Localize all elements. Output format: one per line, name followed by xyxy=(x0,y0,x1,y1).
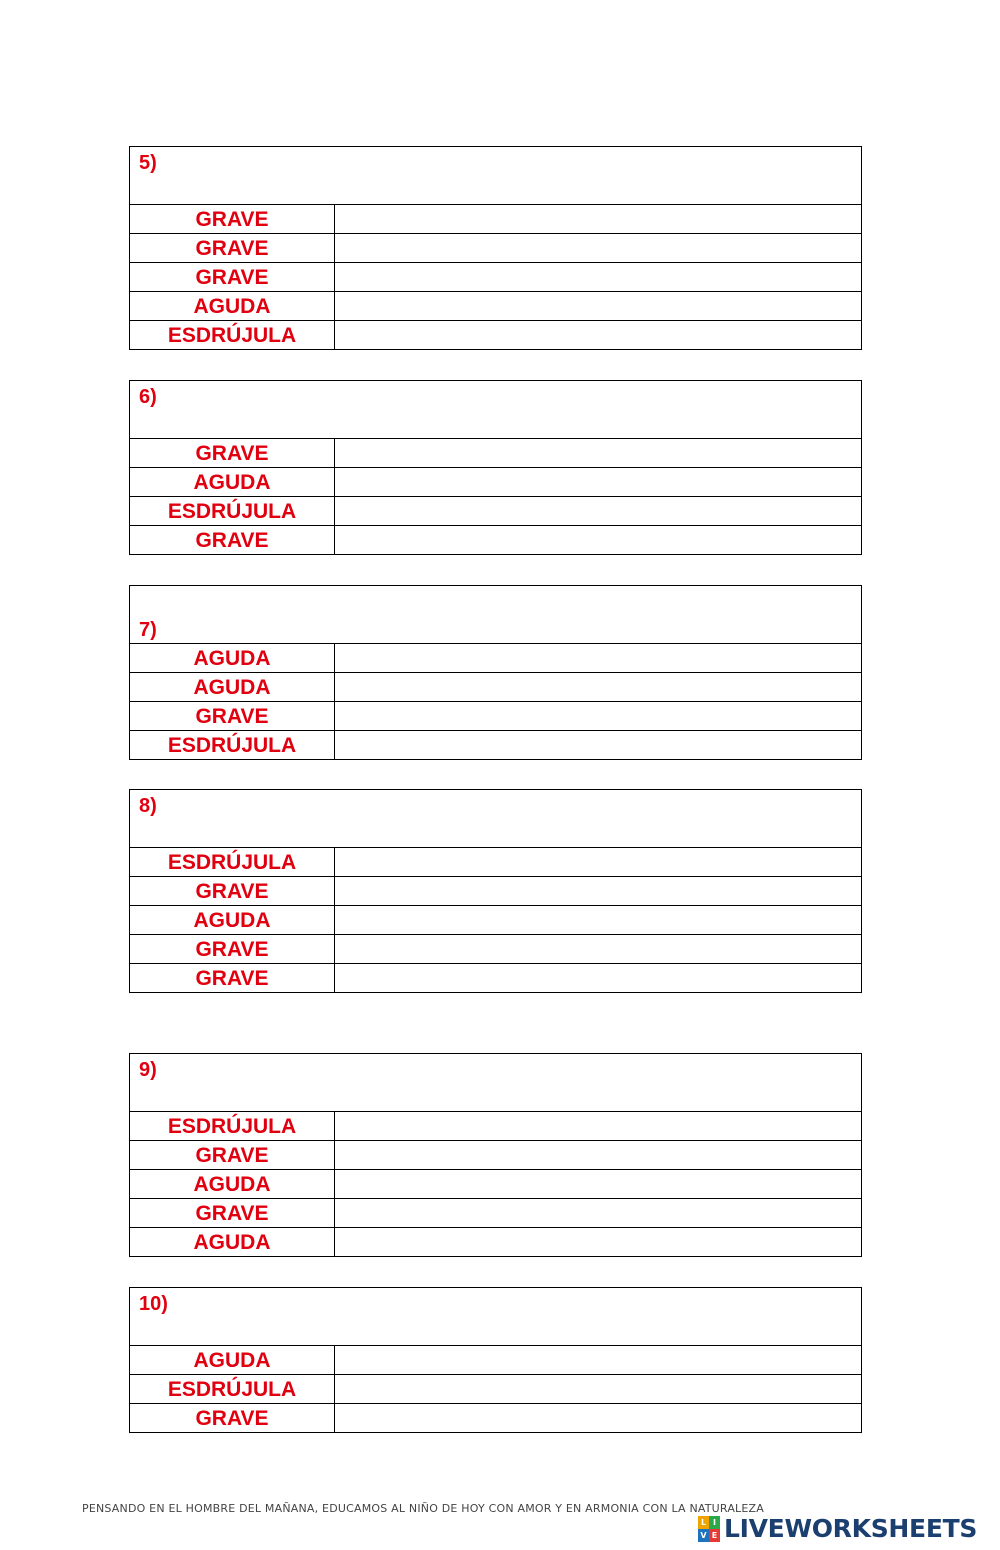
exercise-number: 10) xyxy=(139,1293,168,1315)
stress-category-label: AGUDA xyxy=(130,292,335,320)
exercise-number: 7) xyxy=(139,619,157,641)
exercise-header xyxy=(130,381,861,439)
answer-cell[interactable] xyxy=(335,906,861,934)
stress-category-label: GRAVE xyxy=(130,1141,335,1169)
table-row xyxy=(130,292,861,321)
answer-cell[interactable] xyxy=(335,439,861,467)
stress-category-label: GRAVE xyxy=(130,964,335,992)
stress-category-label: GRAVE xyxy=(130,234,335,262)
answer-cell[interactable] xyxy=(335,292,861,320)
answer-cell[interactable] xyxy=(335,234,861,262)
stress-category-label: AGUDA xyxy=(130,1228,335,1256)
logo-letter-v: V xyxy=(698,1529,709,1542)
table-row xyxy=(130,1404,861,1433)
exercise-number: 6) xyxy=(139,386,157,408)
table-row xyxy=(130,439,861,468)
table-row xyxy=(130,1375,861,1404)
exercise-box xyxy=(129,146,862,350)
stress-category-label: ESDRÚJULA xyxy=(130,497,335,525)
answer-cell[interactable] xyxy=(335,1170,861,1198)
answer-cell[interactable] xyxy=(335,935,861,963)
table-row xyxy=(130,1112,861,1141)
stress-category-label: ESDRÚJULA xyxy=(130,1375,335,1403)
table-row xyxy=(130,1141,861,1170)
stress-category-label: ESDRÚJULA xyxy=(130,1112,335,1140)
stress-category-label: GRAVE xyxy=(130,1199,335,1227)
table-row xyxy=(130,731,861,760)
table-row xyxy=(130,848,861,877)
table-row xyxy=(130,877,861,906)
stress-category-label: GRAVE xyxy=(130,935,335,963)
table-row xyxy=(130,1199,861,1228)
answer-cell[interactable] xyxy=(335,877,861,905)
exercise-box xyxy=(129,585,862,760)
exercise-number: 8) xyxy=(139,795,157,817)
logo-letter-l: L xyxy=(698,1516,709,1529)
answer-cell[interactable] xyxy=(335,321,861,349)
exercise-header xyxy=(130,586,861,644)
stress-category-label: AGUDA xyxy=(130,1346,335,1374)
stress-category-label: GRAVE xyxy=(130,263,335,291)
answer-cell[interactable] xyxy=(335,1346,861,1374)
footer-motto: PENSANDO EN EL HOMBRE DEL MAÑANA, EDUCAMOS AL NIÑO DE HOY CON AMOR Y EN ARMONIA CON LA NATURALEZA xyxy=(82,1502,764,1515)
table-row xyxy=(130,205,861,234)
table-row xyxy=(130,964,861,993)
table-row xyxy=(130,497,861,526)
logo-letter-e: E xyxy=(709,1529,720,1542)
answer-cell[interactable] xyxy=(335,673,861,701)
answer-cell[interactable] xyxy=(335,1404,861,1432)
exercise-box xyxy=(129,1287,862,1433)
table-row xyxy=(130,263,861,292)
answer-cell[interactable] xyxy=(335,702,861,730)
stress-category-label: AGUDA xyxy=(130,906,335,934)
exercise-header xyxy=(130,790,861,848)
stress-category-label: AGUDA xyxy=(130,468,335,496)
stress-category-label: GRAVE xyxy=(130,877,335,905)
table-row xyxy=(130,702,861,731)
liveworksheets-logo-icon xyxy=(698,1516,720,1542)
exercise-number: 5) xyxy=(139,152,157,174)
answer-cell[interactable] xyxy=(335,644,861,672)
answer-cell[interactable] xyxy=(335,263,861,291)
stress-category-label: AGUDA xyxy=(130,1170,335,1198)
stress-category-label: GRAVE xyxy=(130,1404,335,1432)
table-row xyxy=(130,1228,861,1257)
answer-cell[interactable] xyxy=(335,1141,861,1169)
stress-category-label: ESDRÚJULA xyxy=(130,848,335,876)
stress-category-label: ESDRÚJULA xyxy=(130,731,335,759)
answer-cell[interactable] xyxy=(335,964,861,992)
answer-cell[interactable] xyxy=(335,1228,861,1256)
stress-category-label: GRAVE xyxy=(130,526,335,554)
exercise-box xyxy=(129,1053,862,1257)
answer-cell[interactable] xyxy=(335,1199,861,1227)
table-row xyxy=(130,321,861,350)
exercise-box xyxy=(129,380,862,555)
exercise-header xyxy=(130,147,861,205)
answer-cell[interactable] xyxy=(335,468,861,496)
table-row xyxy=(130,234,861,263)
table-row xyxy=(130,526,861,555)
answer-cell[interactable] xyxy=(335,1112,861,1140)
table-row xyxy=(130,1170,861,1199)
table-row xyxy=(130,468,861,497)
answer-cell[interactable] xyxy=(335,848,861,876)
answer-cell[interactable] xyxy=(335,731,861,759)
logo-text: LIVEWORKSHEETS xyxy=(724,1514,978,1543)
answer-cell[interactable] xyxy=(335,205,861,233)
exercise-header xyxy=(130,1288,861,1346)
table-row xyxy=(130,935,861,964)
stress-category-label: GRAVE xyxy=(130,205,335,233)
stress-category-label: AGUDA xyxy=(130,673,335,701)
logo-letter-i: I xyxy=(709,1516,720,1529)
stress-category-label: AGUDA xyxy=(130,644,335,672)
answer-cell[interactable] xyxy=(335,497,861,525)
answer-cell[interactable] xyxy=(335,1375,861,1403)
liveworksheets-logo xyxy=(698,1514,977,1543)
table-row xyxy=(130,1346,861,1375)
answer-cell[interactable] xyxy=(335,526,861,554)
exercise-number: 9) xyxy=(139,1059,157,1081)
table-row xyxy=(130,673,861,702)
exercise-header xyxy=(130,1054,861,1112)
stress-category-label: ESDRÚJULA xyxy=(130,321,335,349)
table-row xyxy=(130,644,861,673)
stress-category-label: GRAVE xyxy=(130,702,335,730)
stress-category-label: GRAVE xyxy=(130,439,335,467)
exercise-box xyxy=(129,789,862,993)
table-row xyxy=(130,906,861,935)
